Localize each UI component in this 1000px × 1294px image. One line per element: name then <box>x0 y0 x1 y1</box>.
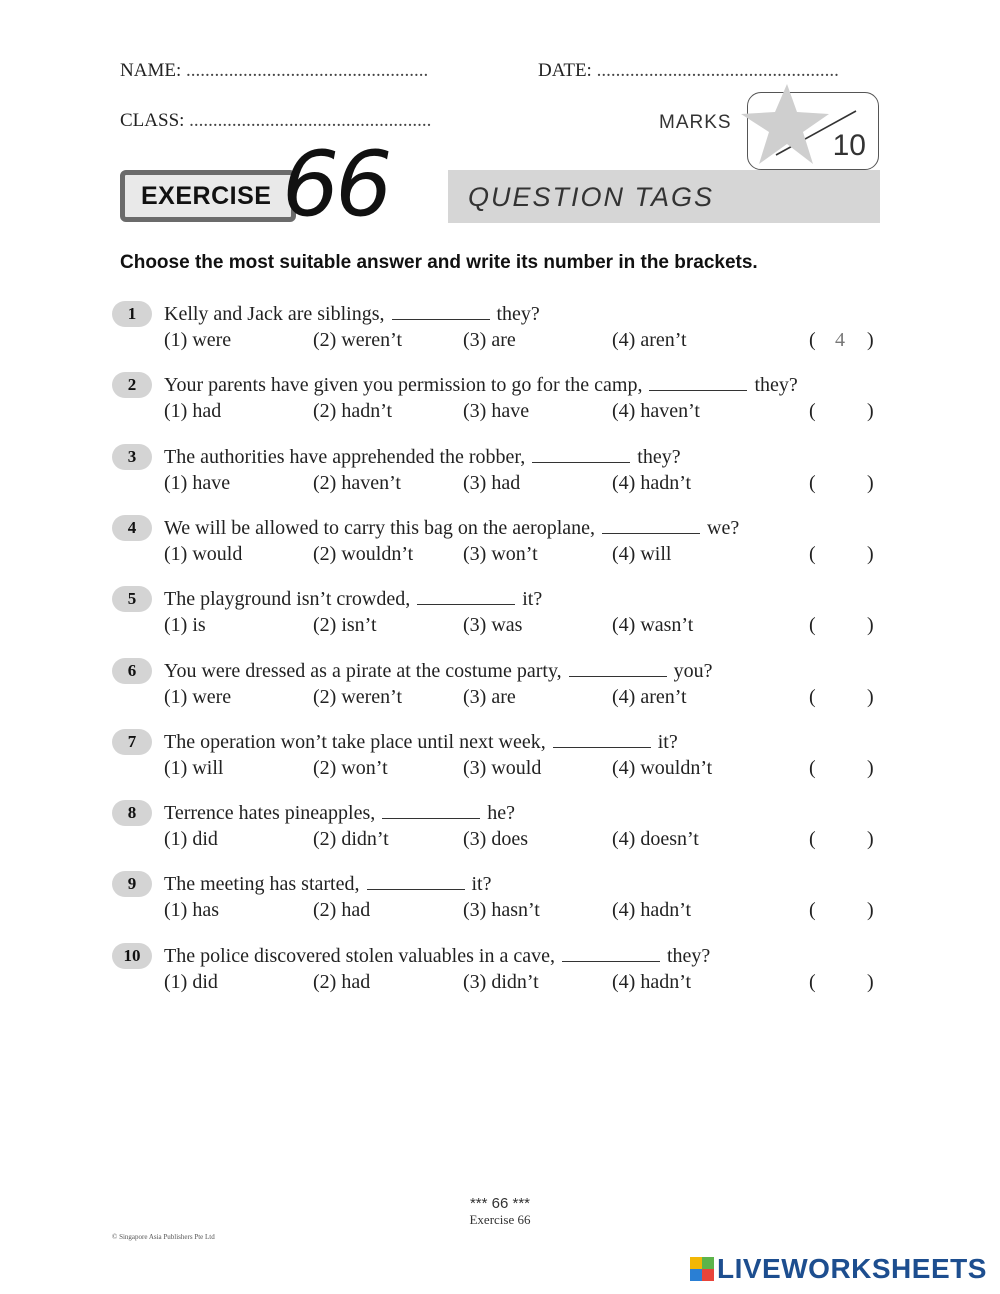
bracket-open: ( <box>809 614 816 637</box>
exercise-badge <box>120 170 296 222</box>
question-item <box>112 871 887 931</box>
question-item <box>112 800 887 860</box>
class-label: CLASS: <box>120 110 185 131</box>
bracket-open: ( <box>809 899 816 922</box>
logo-square <box>702 1269 714 1281</box>
answer-blank[interactable] <box>532 447 630 463</box>
question-item <box>112 301 887 361</box>
question-number: 1 <box>112 301 152 327</box>
class-dots[interactable]: ................................................... <box>189 110 432 131</box>
answer-blank[interactable] <box>417 589 515 605</box>
option-4: (4) doesn’t <box>612 828 699 851</box>
question-text <box>164 301 540 327</box>
question-text <box>164 658 713 684</box>
answer-blank[interactable] <box>569 661 667 677</box>
question-number: 7 <box>112 729 152 755</box>
topic-bar <box>448 170 880 223</box>
option-1: (1) will <box>164 756 224 779</box>
question-number: 2 <box>112 372 152 398</box>
question-item <box>112 372 887 432</box>
option-1: (1) has <box>164 899 219 922</box>
option-4: (4) wasn’t <box>612 614 694 637</box>
answer-blank[interactable] <box>392 304 490 320</box>
answer-blank[interactable] <box>562 946 660 962</box>
bracket-open: ( <box>809 471 816 494</box>
answer-blank[interactable] <box>367 874 465 890</box>
option-1: (1) had <box>164 400 222 423</box>
topic-title: QUESTION TAGS <box>468 182 715 212</box>
option-1: (1) did <box>164 828 218 851</box>
question-text <box>164 515 739 541</box>
logo-square <box>690 1269 702 1281</box>
exercise-label: EXERCISE <box>141 182 272 210</box>
question-stem: Terrence hates pineapples, <box>164 802 376 825</box>
bracket-open: ( <box>809 400 816 423</box>
bracket-close: ) <box>867 614 874 637</box>
question-text <box>164 871 492 897</box>
question-number: 5 <box>112 586 152 612</box>
question-stem: You were dressed as a pirate at the costume party, <box>164 659 562 682</box>
bracket-open: ( <box>809 828 816 851</box>
option-2: (2) isn’t <box>313 614 377 637</box>
answer-value[interactable]: 4 <box>835 329 845 351</box>
brand-name: LIVEWORKSHEETS <box>717 1253 987 1284</box>
name-field <box>120 60 428 82</box>
question-tag-end: they? <box>496 303 540 325</box>
question-text <box>164 372 798 398</box>
instructions: Choose the most suitable answer and write its number in the brackets. <box>120 252 758 273</box>
bracket-close: ) <box>867 471 874 494</box>
copyright: © Singapore Asia Publishers Pte Ltd <box>112 1233 215 1241</box>
question-number: 6 <box>112 658 152 684</box>
bracket-open: ( <box>809 685 816 708</box>
date-label: DATE: <box>538 60 592 81</box>
option-4: (4) aren’t <box>612 329 687 351</box>
option-4: (4) hadn’t <box>612 970 692 993</box>
question-item <box>112 515 887 575</box>
question-tag-end: it? <box>657 730 678 753</box>
option-2: (2) won’t <box>313 756 388 779</box>
question-number: 9 <box>112 871 152 897</box>
option-2: (2) wouldn’t <box>313 542 414 565</box>
question-number: 10 <box>112 943 152 969</box>
bracket-close: ) <box>867 685 874 708</box>
option-2: (2) didn’t <box>313 828 389 851</box>
liveworksheets-icon <box>690 1257 714 1281</box>
option-2: (2) weren’t <box>313 685 403 708</box>
question-number: 8 <box>112 800 152 826</box>
question-tag-end: they? <box>754 374 798 397</box>
bracket-open: ( <box>809 756 816 779</box>
option-4: (4) aren’t <box>612 685 687 708</box>
question-stem: Kelly and Jack are siblings, <box>164 303 385 325</box>
option-1: (1) were <box>164 685 232 708</box>
question-tag-end: it? <box>471 873 492 896</box>
question-number: 4 <box>112 515 152 541</box>
question-stem: The police discovered stolen valuables in a cave, <box>164 944 555 967</box>
option-3: (3) didn’t <box>463 970 539 993</box>
bracket-close: ) <box>867 329 874 351</box>
page-number: *** 66 *** <box>469 1195 531 1212</box>
question-tag-end: they? <box>637 445 681 468</box>
class-field <box>120 110 431 132</box>
answer-blank[interactable] <box>649 375 747 391</box>
bracket-open: ( <box>809 542 816 565</box>
question-stem: The authorities have apprehended the robber, <box>164 445 526 468</box>
question-item <box>112 586 887 646</box>
question-item <box>112 943 887 1003</box>
logo-square <box>702 1257 714 1269</box>
question-text <box>164 444 681 470</box>
question-tag-end: you? <box>673 659 713 682</box>
logo-square <box>690 1257 702 1269</box>
marks-label: MARKS <box>659 112 732 133</box>
answer-blank[interactable] <box>602 518 700 534</box>
option-3: (3) had <box>463 471 521 494</box>
liveworksheets-logo <box>690 1254 987 1284</box>
option-2: (2) had <box>313 970 371 993</box>
question-item <box>112 444 887 504</box>
question-text <box>164 729 678 755</box>
date-field <box>538 60 839 82</box>
option-4: (4) hadn’t <box>612 899 692 922</box>
option-1: (1) were <box>164 329 232 351</box>
star-icon <box>725 82 835 172</box>
option-2: (2) weren’t <box>313 329 403 351</box>
option-3: (3) hasn’t <box>463 899 540 922</box>
question-stem: Your parents have given you permission to go for the camp, <box>164 374 643 397</box>
option-3: (3) have <box>463 400 530 423</box>
option-4: (4) will <box>612 542 672 565</box>
question-tag-end: he? <box>487 802 516 825</box>
bracket-close: ) <box>867 899 874 922</box>
option-4: (4) wouldn’t <box>612 756 713 779</box>
footer-exercise: Exercise 66 <box>469 1212 531 1227</box>
name-dots[interactable]: ................................................... <box>185 60 429 81</box>
option-3: (3) are <box>463 329 516 351</box>
question-text <box>164 943 710 969</box>
question-stem: The playground isn’t crowded, <box>164 588 411 611</box>
bracket-open: ( <box>809 329 816 351</box>
option-4: (4) haven’t <box>612 400 700 423</box>
marks-total: 10 <box>832 129 866 162</box>
bracket-open: ( <box>809 970 816 993</box>
name-label: NAME: <box>120 60 182 81</box>
question-tag-end: we? <box>707 516 740 539</box>
question-stem: We will be allowed to carry this bag on the aeroplane, <box>164 516 596 539</box>
answer-blank[interactable] <box>553 732 651 748</box>
question-stem: The operation won’t take place until next week, <box>164 730 546 753</box>
answer-blank[interactable] <box>382 803 480 819</box>
bracket-close: ) <box>867 756 874 779</box>
option-3: (3) was <box>463 614 523 637</box>
bracket-close: ) <box>867 400 874 423</box>
option-2: (2) had <box>313 899 371 922</box>
option-1: (1) is <box>164 614 206 637</box>
question-text <box>164 586 542 612</box>
option-3: (3) would <box>463 756 542 779</box>
option-3: (3) are <box>463 685 516 708</box>
bracket-close: ) <box>867 542 874 565</box>
question-tag-end: they? <box>666 944 711 967</box>
option-4: (4) hadn’t <box>612 471 692 494</box>
option-3: (3) won’t <box>463 542 538 565</box>
bracket-close: ) <box>867 828 874 851</box>
question-tag-end: it? <box>522 588 543 611</box>
option-1: (1) would <box>164 542 243 565</box>
option-3: (3) does <box>463 828 528 851</box>
date-dots[interactable]: ................................................... <box>596 60 839 81</box>
question-number: 3 <box>112 444 152 470</box>
option-2: (2) hadn’t <box>313 400 393 423</box>
bracket-close: ) <box>867 970 874 993</box>
question-stem: The meeting has started, <box>164 873 360 896</box>
option-2: (2) haven’t <box>313 471 401 494</box>
marks-box <box>655 82 883 172</box>
question-item <box>112 658 887 718</box>
option-1: (1) have <box>164 471 231 494</box>
option-1: (1) did <box>164 970 218 993</box>
question-text <box>164 800 515 826</box>
question-item <box>112 729 887 789</box>
exercise-number: 66 <box>282 132 389 237</box>
